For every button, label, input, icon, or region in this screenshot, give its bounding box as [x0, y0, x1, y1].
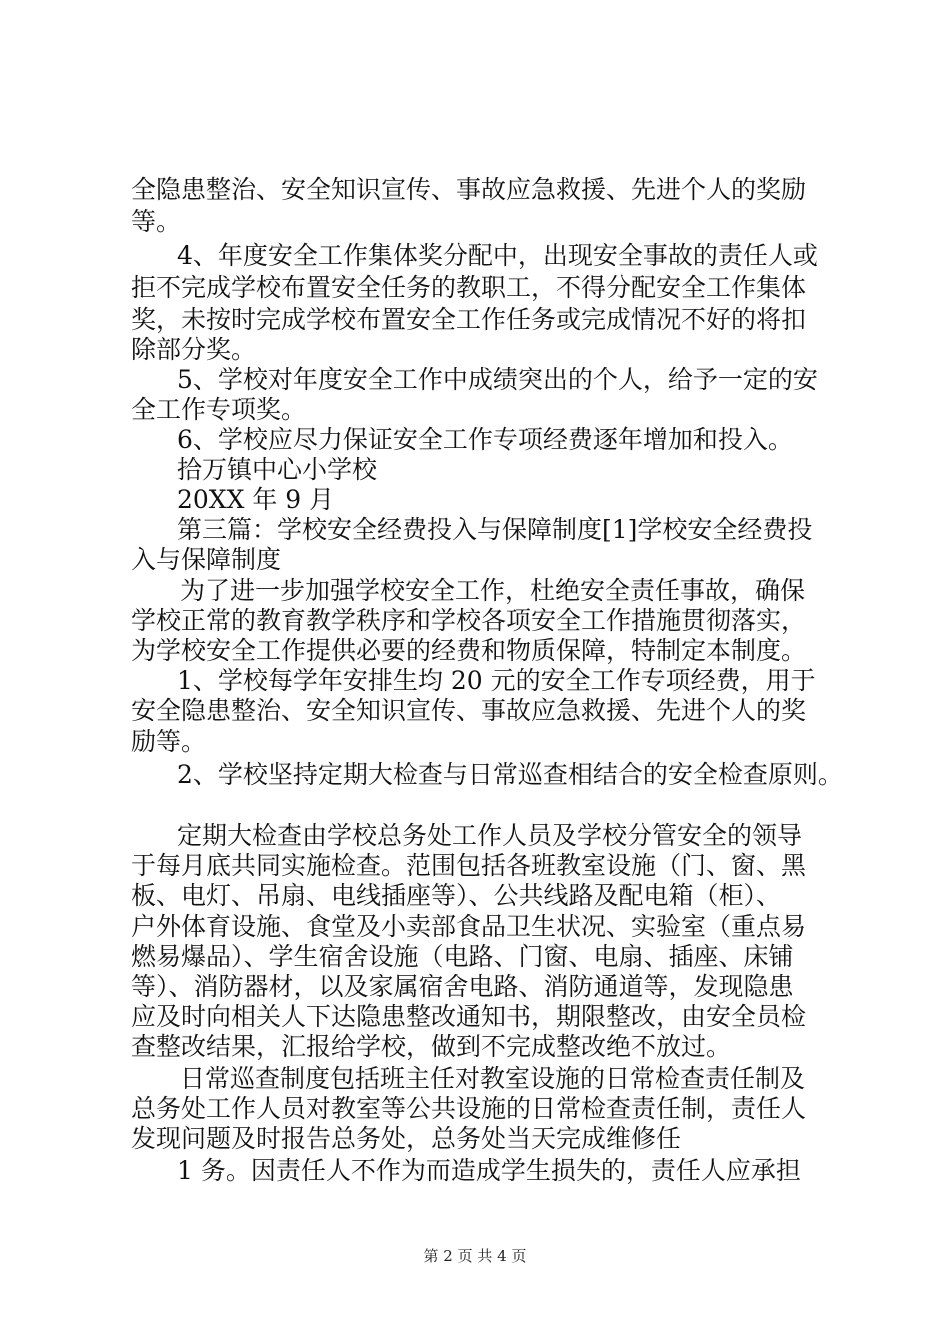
- text-line-28: 查整改结果，汇报给学校，做到不完成整改绝不放过。: [131, 1032, 732, 1061]
- text-line-16: 为学校安全工作提供必要的经费和物质保障，特制定本制度。: [131, 636, 807, 665]
- page-number-footer: 第 2 页 共 4 页: [423, 1247, 527, 1265]
- text-line-20: 2、学校坚持定期大检查与日常巡查相结合的安全检查原则。: [177, 760, 843, 789]
- text-line-4: 拒不完成学校布置安全任务的教职工，不得分配安全工作集体: [131, 273, 807, 302]
- text-line-23: 板、电灯、吊扇、电线插座等）、公共线路及配电箱（柜）、: [131, 881, 782, 910]
- text-line-17: 1、学校每学年安排生均 20 元的安全工作专项经费，用于: [177, 666, 816, 695]
- text-line-24: 户外体育设施、食堂及小卖部食品卫生状况、实验室（重点易: [131, 912, 807, 941]
- text-line-3: 4、年度安全工作集体奖分配中，出现安全事故的责任人或: [177, 241, 818, 270]
- text-line-2: 等。: [131, 207, 182, 236]
- text-line-18: 安全隐患整治、安全知识宣传、事故应急救援、先进个人的奖: [131, 696, 807, 725]
- section-heading-line-1: 第三篇：学校安全经费投入与保障制度[1]学校安全经费投: [177, 515, 813, 544]
- text-line-29: 日常巡查制度包括班主任对教室设施的日常检查责任制及: [180, 1064, 806, 1093]
- signature-org: 拾万镇中心小学校: [177, 455, 378, 484]
- text-line-25: 燃易爆品）、学生宿舍设施（电路、门窗、电扇、插座、床铺: [131, 942, 794, 971]
- section-heading-line-2: 入与保障制度: [131, 545, 282, 574]
- text-line-21: 定期大检查由学校总务处工作人员及学校分管安全的领导: [177, 821, 803, 850]
- signature-date: 20XX 年 9 月: [177, 485, 335, 514]
- text-line-1: 全隐患整治、安全知识宣传、事故应急救援、先进个人的奖励: [131, 175, 807, 204]
- text-line-14: 为了进一步加强学校安全工作，杜绝安全责任事故，确保: [180, 576, 806, 605]
- text-line-30: 总务处工作人员对教室等公共设施的日常检查责任制，责任人: [131, 1094, 807, 1123]
- text-line-6: 除部分奖。: [131, 335, 257, 364]
- text-line-9: 6、学校应尽力保证安全工作专项经费逐年增加和投入。: [177, 425, 793, 454]
- text-line-19: 励等。: [131, 727, 207, 756]
- text-line-15: 学校正常的教育教学秩序和学校各项安全工作措施贯彻落实，: [131, 606, 807, 635]
- text-line-8: 全工作专项奖。: [131, 395, 307, 424]
- text-line-26: 等）、消防器材，以及家属宿舍电路、消防通道等，发现隐患: [131, 972, 794, 1001]
- text-line-5: 奖，未按时完成学校布置安全工作任务或完成情况不好的将扣: [131, 305, 807, 334]
- text-line-31: 发现问题及时报告总务处，总务处当天完成维修任: [131, 1124, 682, 1153]
- text-line-27: 应及时向相关人下达隐患整改通知书，期限整改，由安全员检: [131, 1002, 807, 1031]
- text-line-32: 1 务。因责任人不作为而造成学生损失的，责任人应承担: [177, 1156, 801, 1185]
- text-line-7: 5、学校对年度安全工作中成绩突出的个人，给予一定的安: [177, 365, 818, 394]
- text-line-22: 于每月底共同实施检查。范围包括各班教室设施（门、窗、黑: [131, 851, 807, 880]
